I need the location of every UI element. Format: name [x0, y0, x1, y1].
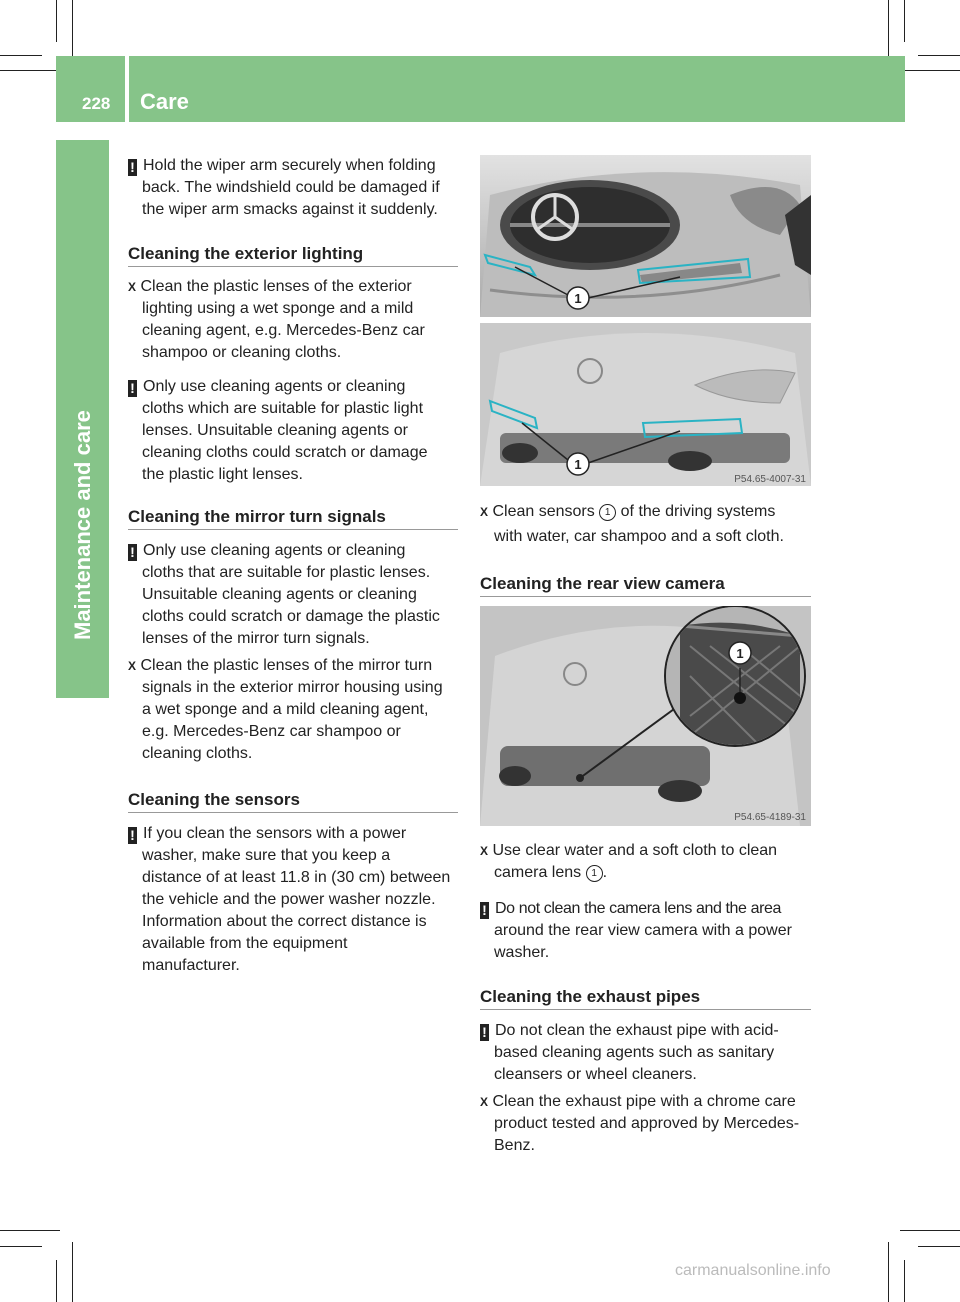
crop-mark: [0, 55, 42, 56]
heading-rule: [128, 266, 458, 267]
side-tab: [56, 140, 109, 698]
caution-note-camera: ! Do not clean the camera lens and the area around the rear view camera with a power washer.: [480, 898, 820, 964]
callout-ref-icon: 1: [586, 865, 603, 882]
callout-number: 1: [574, 291, 582, 306]
figure-code: P54.65-4189-31: [734, 812, 806, 823]
caution-icon: !: [128, 159, 137, 176]
step-arrow-icon: X: [480, 844, 489, 858]
crop-mark: [900, 1230, 960, 1231]
heading-rule: [480, 596, 811, 597]
step-clean-exhaust: X Clean the exhaust pipe with a chrome care product tested and approved by Mercedes- Benz.: [480, 1093, 800, 1154]
caution-note-wiper: ! Hold the wiper arm securely when folding back. The windshield could be damaged if the wiper arm smacks against it suddenly.: [128, 155, 460, 221]
step-clean-sensors: X Clean sensors 1 of the driving systems with water, car shampoo and a soft cloth.: [480, 503, 784, 545]
watermark: carmanualsonline.info: [675, 1262, 831, 1279]
crop-mark: [888, 1242, 889, 1302]
caution-icon: !: [128, 544, 137, 561]
heading-sensors: Cleaning the sensors: [128, 790, 300, 809]
rear-view-camera-image: [480, 606, 811, 826]
heading-rule: [128, 812, 458, 813]
heading-mirror-turn-signals: Cleaning the mirror turn signals: [128, 507, 386, 526]
crop-mark: [0, 1230, 60, 1231]
crop-mark: [56, 1260, 57, 1302]
crop-mark: [0, 1246, 42, 1247]
header-bar: [56, 56, 905, 122]
step-arrow-icon: X: [480, 1095, 489, 1109]
crop-mark: [72, 1242, 73, 1302]
side-tab-label: Maintenance and care: [70, 410, 95, 640]
page-number: 228: [82, 94, 111, 113]
figure-code: P54.65-4007-31: [734, 474, 806, 485]
step-clean-camera: X Use clear water and a soft cloth to clean camera lens 1 .: [480, 842, 778, 881]
step-exterior-lighting: X Clean the plastic lenses of the exterior lighting using a wet sponge and a mild cleaning agent, e.g. Mercedes-Benz car shampoo or cleaning cloths.: [128, 278, 425, 361]
crop-mark: [0, 70, 60, 71]
crop-mark: [918, 1246, 960, 1247]
crop-mark: [72, 0, 73, 60]
caution-note-mirror-lenses: ! Only use cleaning agents or cleaning cloths that are suitable for plastic lenses. Unsuitable cleaning agents or cleaning cloths could scratch or damage the plastic lenses of the mirror turn signals.: [128, 540, 460, 650]
rear-bumper-sensors-image: [480, 323, 811, 486]
crop-mark: [56, 0, 57, 42]
step-arrow-icon: X: [480, 505, 489, 519]
heading-rule: [480, 1009, 811, 1010]
crop-mark: [904, 1260, 905, 1302]
caution-note-exhaust: ! Do not clean the exhaust pipe with acid- based cleaning agents such as sanitary cleansers or wheel cleaners.: [480, 1020, 820, 1086]
rear-car-illustration: [480, 323, 811, 486]
step-arrow-icon: X: [128, 659, 137, 673]
heading-rear-view-camera: Cleaning the rear view camera: [480, 574, 725, 593]
caution-icon: !: [128, 380, 137, 397]
heading-exterior-lighting: Cleaning the exterior lighting: [128, 244, 364, 263]
heading-exhaust-pipes: Cleaning the exhaust pipes: [480, 987, 701, 1006]
caution-icon: !: [480, 902, 489, 919]
step-mirror-turn-signals: X Clean the plastic lenses of the mirror turn signals in the exterior mirror housing using a wet sponge and a mild cleaning agent, e.g. Mercedes-Benz car shampoo or cleaning cloths.: [128, 657, 443, 762]
heading-rule: [128, 529, 458, 530]
step-arrow-icon: X: [128, 280, 137, 294]
rear-camera-illustration: [480, 606, 811, 826]
caution-icon: !: [480, 1024, 489, 1041]
front-car-illustration: [480, 155, 811, 317]
crop-mark: [900, 70, 960, 71]
front-bumper-sensors-image: [480, 155, 811, 317]
crop-mark: [904, 0, 905, 42]
crop-mark: [888, 0, 889, 60]
callout-number: 1: [736, 646, 744, 661]
crop-mark: [918, 55, 960, 56]
callout-number: 1: [574, 457, 582, 472]
callout-ref-icon: 1: [599, 504, 616, 521]
caution-note-light-lenses: ! Only use cleaning agents or cleaning cloths which are suitable for plastic light lenses. Unsuitable cleaning agents or cleaning cloths could scratch or damage the plastic light lenses.: [128, 376, 460, 486]
section-title: Care: [140, 89, 189, 114]
caution-icon: !: [128, 827, 137, 844]
header-separator: [125, 56, 129, 122]
caution-note-power-washer: ! If you clean the sensors with a power washer, make sure that you keep a distance of at least 11.8 in (30 cm) between the vehicle and the power washer nozzle. Information about the correct distance is available from the equipment manufacturer.: [128, 823, 468, 977]
